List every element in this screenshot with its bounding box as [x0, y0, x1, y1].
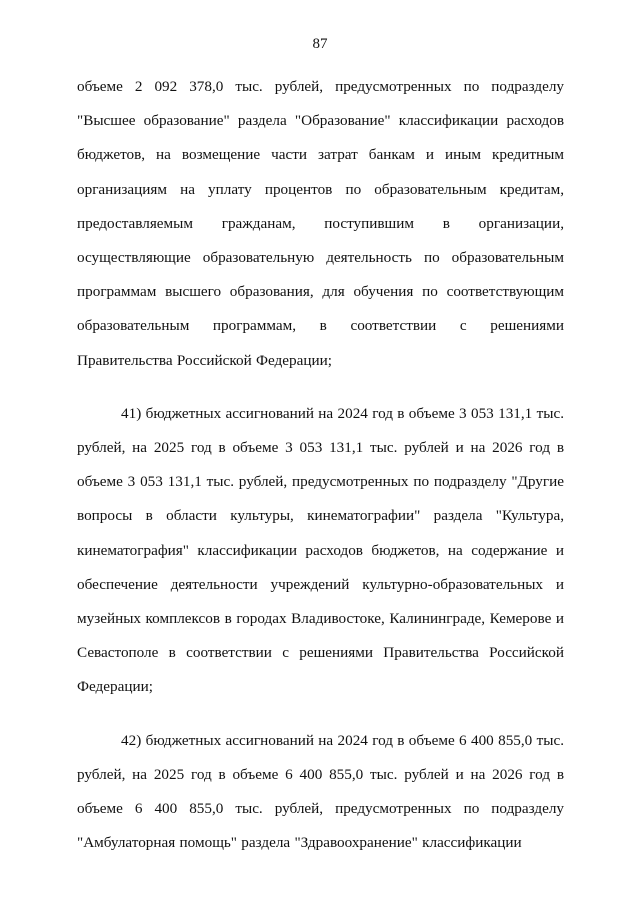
paragraph-continuation: объеме 2 092 378,0 тыс. рублей, предусмотренных по подразделу "Высшее образование" раздела "Образование" классификации расходов бюджетов, на возмещение части затрат банкам и иным кредитным организациям на уплату процентов по образовательным кредитам, предоставляемым гражданам, поступившим в организации, осуществляющие образовательную деятельность по образовательным программам высшего образования, для обучения по соответствующим образовательным программам, в соответствии с решениями Правительства Российской Федерации; [77, 78, 564, 369]
document-body [77, 70, 564, 860]
page-number: 87 [312, 36, 328, 52]
paragraph-item-42: 42) бюджетных ассигнований на 2024 год в объеме 6 400 855,0 тыс. рублей, на 2025 год в объеме 6 400 855,0 тыс. рублей и на 2026 год в объеме 6 400 855,0 тыс. рублей, предусмотренных по подразделу "Амбулаторная помощь" раздела "Здравоохранение" классификации [77, 731, 564, 852]
paragraph-item-41: 41) бюджетных ассигнований на 2024 год в объеме 3 053 131,1 тыс. рублей, на 2025 год в объеме 3 053 131,1 тыс. рублей и на 2026 год в объеме 3 053 131,1 тыс. рублей, предусмотренных по подразделу "Другие вопросы в области культуры, кинематографии" раздела "Культура, кинематография" классификации расходов бюджетов, на содержание и обеспечение деятельности учреждений культурно-образовательных и музейных комплексов в городах Владивостоке, Калининграде, Кемерове и Севастополе в соответствии с решениями Правительства Российской Федерации; [77, 404, 564, 696]
